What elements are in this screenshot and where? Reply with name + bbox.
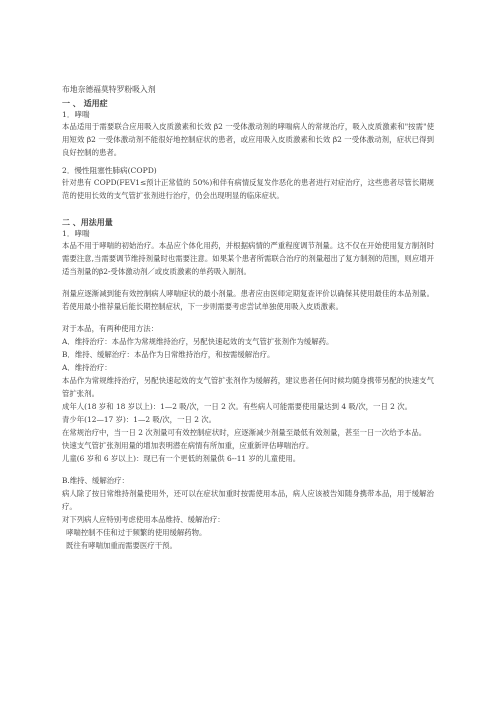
section-1-2-body: 针对患有 COPD(FEV1≤预计正常值的 50%)和伴有病情反复发作恶化的患者进行对症治疗，这些患者尽管长期规范的使用长效的支气管扩张剂进行治疗，仍会出现明显的临床症状。 — [62, 178, 434, 200]
paragraph-teen-dose: 青少年(12—17 岁)：1—2 吸/次，一日 2 次。 — [62, 415, 217, 424]
paragraph-consider: 对下列病人应特别考虑使用本品维持、缓解治疗： — [62, 515, 225, 524]
section-1-2-title: 2．慢性阻塞性肺病(COPD) — [62, 166, 157, 175]
paragraph-fast-acting: 快速支气管扩张剂用量的增加表明潜在病情有所加重，应重新评估哮喘治疗。 — [62, 441, 314, 450]
section-1-heading: 一 、 适用症 — [62, 98, 108, 108]
paragraph-method-a: A．维持治疗：本品作为常规维持治疗，另配快速起效的支气管扩张剂作为缓解药。 — [62, 337, 334, 346]
paragraph-routine: 在常规治疗中，当一日 2 次剂量可有效控制症状时，应逐渐减少剂量至最低有效剂量，甚至一日一次给予本品。 — [62, 428, 427, 437]
paragraph-consider-2: 既往有哮喘加重而需要医疗干预。 — [66, 541, 177, 550]
paragraph-methods-intro: 对于本品，有两种使用方法： — [62, 324, 159, 333]
paragraph-adult-dose: 成年人(18 岁和 18 岁以上)：1—2 吸/次，一日 2 次。有些病人可能需要使用量达到 4 吸/次，一日 2 次。 — [62, 402, 413, 411]
paragraph-dose-reduction: 剂量应逐渐减到能有效控制病人哮喘症状的最小剂量。患者应由医师定期复查评价以确保其使用最佳的本品剂量。若使用最小推荐量后能长期控制症状，下一步则需要考虑尝试单独使用吸入皮质激素。 — [62, 289, 434, 311]
paragraph-a-body: 本品作为常规维持治疗，另配快速起效的支气管扩张剂作为缓解药，建议患者任何时候均随身携带另配的快速支气管扩张剂。 — [62, 376, 434, 398]
section-1-1-body: 本品适用于需要联合应用吸入皮质激素和长效 β2 一受体激动剂的哮喘病人的常规治疗，吸入皮质激素和"按需"使用短效 β2 一受体激动剂不能很好地控制症状的患者，或应用吸入皮质激素和长效 β2 一受体激动剂，症状已得到良好控制的患者。 — [62, 122, 434, 157]
paragraph-method-b: B．维持、缓解治疗：本品作为日常维持治疗，和按需缓解治疗。 — [62, 350, 275, 359]
section-2-1-title: 1．哮喘 — [62, 229, 90, 238]
paragraph-child-dose: 儿童(6 岁和 6 岁以上)：现已有一个更低的剂量供 6--11 岁的儿童使用。 — [62, 454, 301, 463]
document-title: 布地奈德福莫特罗粉吸入剂 — [62, 85, 156, 94]
section-2-1-body: 本品不用于哮喘的初始治疗。本品应个体化用药，并根据病情的严重程度调节剂量。这不仅在开始使用复方制剂时需要注意,当需要调节维持剂量时也需要注意。如果某个患者所需联合治疗的剂量超出了复方制剂的范围，则应增开适当剂量的β2-受体激动剂／或皮质激素的单药吸入制剂。 — [62, 241, 434, 276]
paragraph-b-body: 病人除了按日常维持剂量使用外，还可以在症状加重时按需使用本品，病人应该被告知随身携带本品，用于缓解治疗。 — [62, 489, 434, 511]
section-2-heading: 二 、用法用量 — [62, 217, 113, 227]
paragraph-consider-1: 哮喘控制不佳和过于频繁的使用缓解药物。 — [66, 528, 207, 537]
paragraph-a-heading: A．维持治疗： — [62, 363, 112, 372]
paragraph-b-heading: B.维持、缓解治疗： — [62, 476, 129, 485]
section-1-1-title: 1．哮喘 — [62, 110, 90, 119]
